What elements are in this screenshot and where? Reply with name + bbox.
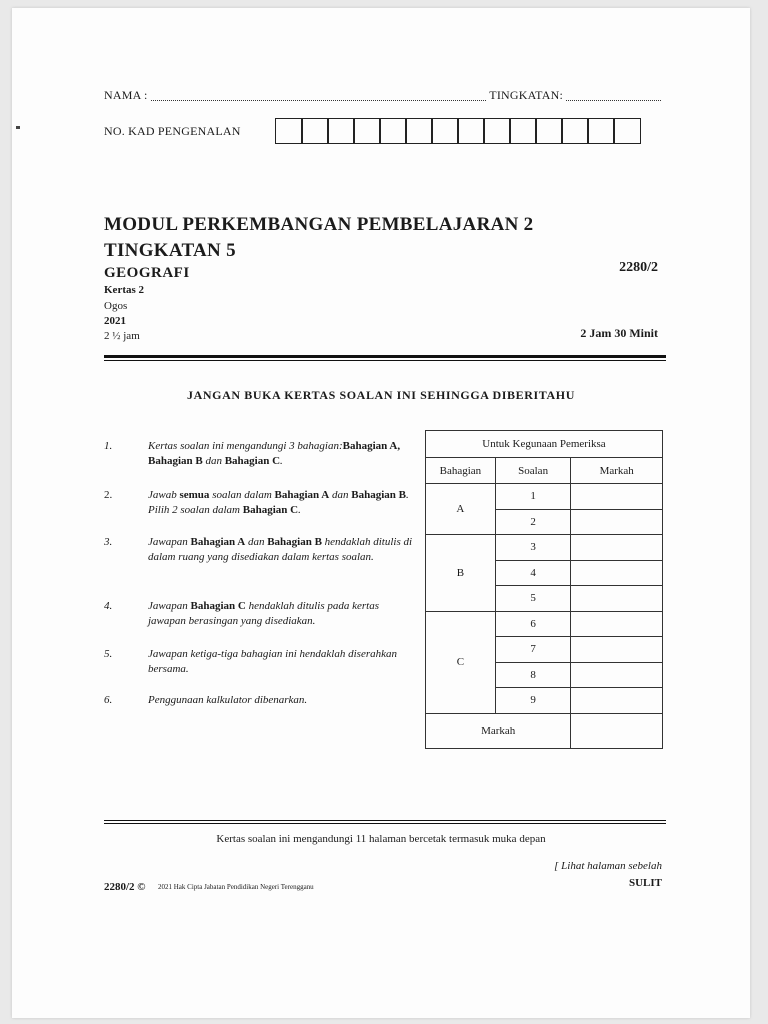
instruction-text <box>148 599 414 629</box>
ic-digit-box[interactable] <box>353 118 381 144</box>
instruction-number: 6. <box>104 694 113 706</box>
header-question: Soalan <box>495 458 571 484</box>
instruction-text <box>148 693 414 708</box>
name-field[interactable] <box>151 90 487 101</box>
instruction-text <box>148 488 414 518</box>
ic-row <box>104 118 641 144</box>
instruction-item <box>104 439 414 469</box>
instruction-run: dan <box>329 489 352 501</box>
exam-year: 2021 <box>104 315 126 327</box>
question-number-cell: 3 <box>495 535 571 561</box>
footer-divider <box>104 820 666 821</box>
instruction-run: Jawapan <box>148 600 191 612</box>
marks-cell[interactable] <box>571 611 663 637</box>
instruction-emphasis: Bahagian C <box>224 455 281 467</box>
instruction-run: dan <box>245 536 268 548</box>
section-cell: C <box>426 611 496 713</box>
footer-divider-thin <box>104 823 666 824</box>
header-section: Bahagian <box>426 458 496 484</box>
page-count-note: Kertas soalan ini mengandungi 11 halaman bercetak termasuk muka depan <box>216 833 546 845</box>
instruction-item <box>104 488 414 518</box>
marks-cell[interactable] <box>571 586 663 612</box>
total-row <box>426 713 663 748</box>
ic-digit-box[interactable] <box>379 118 407 144</box>
ic-number-boxes <box>277 118 641 144</box>
ic-digit-box[interactable] <box>561 118 589 144</box>
table-row <box>426 535 663 561</box>
header-marks: Markah <box>571 458 663 484</box>
question-number-cell: 4 <box>495 560 571 586</box>
instruction-emphasis: Bahagian A <box>274 489 330 501</box>
instruction-text <box>148 647 414 677</box>
instruction-run: dan <box>202 455 225 467</box>
do-not-open-warning: JANGAN BUKA KERTAS SOALAN INI SEHINGGA DIBERITAHU <box>187 388 575 402</box>
question-number-cell: 9 <box>495 688 571 714</box>
ic-digit-box[interactable] <box>275 118 303 144</box>
instruction-emphasis: semua <box>179 489 210 501</box>
marks-cell[interactable] <box>571 662 663 688</box>
duration-long: 2 Jam 30 Minit <box>580 326 658 340</box>
question-number-cell: 8 <box>495 662 571 688</box>
instruction-item <box>104 535 414 565</box>
instruction-text <box>148 439 414 469</box>
marks-cell[interactable] <box>571 509 663 535</box>
instruction-run: soalan dalam <box>209 489 275 501</box>
question-number-cell: 7 <box>495 637 571 663</box>
instruction-run: . <box>280 455 283 467</box>
instruction-emphasis: Bahagian A <box>190 536 246 548</box>
total-marks-cell[interactable] <box>571 713 663 748</box>
instruction-run: . <box>298 504 301 516</box>
table-row <box>426 484 663 510</box>
question-number-cell: 5 <box>495 586 571 612</box>
scan-edge-mark <box>16 126 20 129</box>
instruction-emphasis: Bahagian A, Bahagian B <box>148 440 401 467</box>
ic-digit-box[interactable] <box>327 118 355 144</box>
instruction-run: Jawapan <box>148 536 191 548</box>
instruction-number: 3. <box>104 536 113 548</box>
paper-label: Kertas 2 <box>104 284 145 296</box>
ic-digit-box[interactable] <box>457 118 485 144</box>
instruction-run: hendaklah ditulis di dalam ruang yang disediakan dalam kertas soalan. <box>148 536 413 563</box>
exam-cover-page <box>12 8 750 1018</box>
instruction-item <box>104 693 414 708</box>
ic-digit-box[interactable] <box>405 118 433 144</box>
instruction-emphasis: Bahagian B <box>267 536 322 548</box>
duration-short: 2 ½ jam <box>104 330 140 342</box>
name-label: NAMA : <box>104 88 148 102</box>
name-row <box>104 88 664 103</box>
question-number-cell: 6 <box>495 611 571 637</box>
marks-cell[interactable] <box>571 560 663 586</box>
instruction-number: 4. <box>104 600 113 612</box>
form-level-title: TINGKATAN 5 <box>104 240 236 261</box>
marks-cell[interactable] <box>571 484 663 510</box>
ic-digit-box[interactable] <box>431 118 459 144</box>
table-row <box>426 611 663 637</box>
exam-month: Ogos <box>104 300 128 312</box>
copyright-notice: 2021 Hak Cipta Jabatan Pendidikan Negeri Terengganu <box>158 883 314 891</box>
section-cell: B <box>426 535 496 612</box>
ic-digit-box[interactable] <box>535 118 563 144</box>
instruction-run: hendaklah ditulis pada kertas jawapan berasingan yang disediakan. <box>148 600 380 627</box>
ic-digit-box[interactable] <box>613 118 641 144</box>
ic-digit-box[interactable] <box>587 118 615 144</box>
turn-over-note: [ Lihat halaman sebelah <box>554 860 662 872</box>
classification-label: SULIT <box>628 877 662 889</box>
instruction-number: 2. <box>104 489 113 501</box>
ic-digit-box[interactable] <box>301 118 329 144</box>
instruction-item <box>104 647 414 677</box>
subject-title: GEOGRAFI <box>104 265 190 281</box>
footer-paper-code: 2280/2 © <box>104 881 146 893</box>
ic-digit-box[interactable] <box>509 118 537 144</box>
header-divider <box>104 355 666 358</box>
instruction-run: Jawapan ketiga-tiga bahagian ini hendaklah diserahkan bersama. <box>148 648 397 675</box>
marks-cell[interactable] <box>571 535 663 561</box>
instruction-emphasis: Bahagian C <box>242 504 299 516</box>
section-cell: A <box>426 484 496 535</box>
instruction-number: 5. <box>104 648 113 660</box>
marks-cell[interactable] <box>571 637 663 663</box>
ic-label: NO. KAD PENGENALAN <box>104 123 241 138</box>
form-field[interactable] <box>566 90 661 101</box>
instruction-emphasis: Bahagian C <box>190 600 246 612</box>
instruction-number: 1. <box>104 440 113 452</box>
examiner-table-caption: Untuk Kegunaan Pemeriksa <box>426 431 663 458</box>
instruction-run: . Pilih 2 soalan dalam <box>148 489 409 516</box>
total-marks-label: Markah <box>426 713 571 748</box>
ic-digit-box[interactable] <box>483 118 511 144</box>
instruction-item <box>104 599 414 629</box>
module-title: MODUL PERKEMBANGAN PEMBELAJARAN 2 <box>104 214 534 235</box>
header-divider-thin <box>104 360 666 361</box>
instruction-run: Jawab <box>148 489 180 501</box>
question-number-cell: 1 <box>495 484 571 510</box>
instruction-emphasis: Bahagian B <box>351 489 406 501</box>
question-number-cell: 2 <box>495 509 571 535</box>
instruction-text <box>148 535 414 565</box>
marks-cell[interactable] <box>571 688 663 714</box>
paper-code: 2280/2 <box>619 260 658 275</box>
instruction-run: Kertas soalan ini mengandungi 3 bahagian: <box>148 440 343 452</box>
form-label: TINGKATAN: <box>489 88 563 102</box>
instruction-run: Penggunaan kalkulator dibenarkan. <box>148 694 308 706</box>
examiner-marks-table <box>425 430 663 749</box>
